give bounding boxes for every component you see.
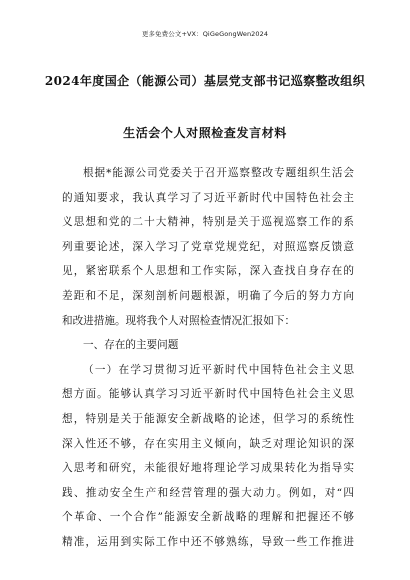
body-line: 入思考和研究，未能很好地将理论学习成果转化为指导实: [62, 462, 354, 475]
body-line: 列重要论述，深入学习了党章党规党纪，对照巡察反馈意: [62, 240, 354, 253]
body-line: （一）在学习贯彻习近平新时代中国特色社会主义思: [83, 363, 354, 376]
document-body: [62, 161, 354, 555]
document-subtitle: 生活会个人对照检查发言材料: [123, 126, 287, 140]
body-line: 想方面。能够认真学习习近平新时代中国特色社会主义思: [62, 388, 354, 401]
document-title: 2024年度国企（能源公司）基层党支部书记巡察整改组织: [44, 74, 366, 88]
section-heading: 一、存在的主要问题: [83, 339, 179, 352]
body-line: 根据*能源公司党委关于召开巡察整改专题组织生活会: [83, 167, 354, 179]
body-line: 精准，运用到实际工作中还不够熟练，导致一些工作推进: [62, 535, 354, 548]
body-line: 践、推动安全生产和经营管理的强大动力。例如，对“四: [62, 486, 354, 499]
header-note: 更多免费公文+VX：QiGeGongWen2024: [141, 30, 269, 38]
body-line: 深入性还不够，存在实用主义倾向，缺乏对理论知识的深: [62, 437, 354, 450]
body-line: 的通知要求，我认真学习了习近平新时代中国特色社会主: [62, 191, 354, 204]
body-line: 见，紧密联系个人思想和工作实际，深入查找自身存在的: [62, 265, 354, 278]
body-line: 义思想和党的二十大精神，特别是关于巡视巡察工作的系: [62, 216, 354, 229]
body-line: 想，特别是关于能源安全新战略的论述，但学习的系统性: [62, 412, 354, 425]
body-line: 个革命、一个合作”能源安全新战略的理解和把握还不够: [62, 511, 354, 524]
body-line: 差距和不足，深刻剖析问题根源，明确了今后的努力方向: [62, 289, 354, 302]
body-line: 和改进措施。现将我个人对照检查情况汇报如下：: [62, 314, 296, 327]
